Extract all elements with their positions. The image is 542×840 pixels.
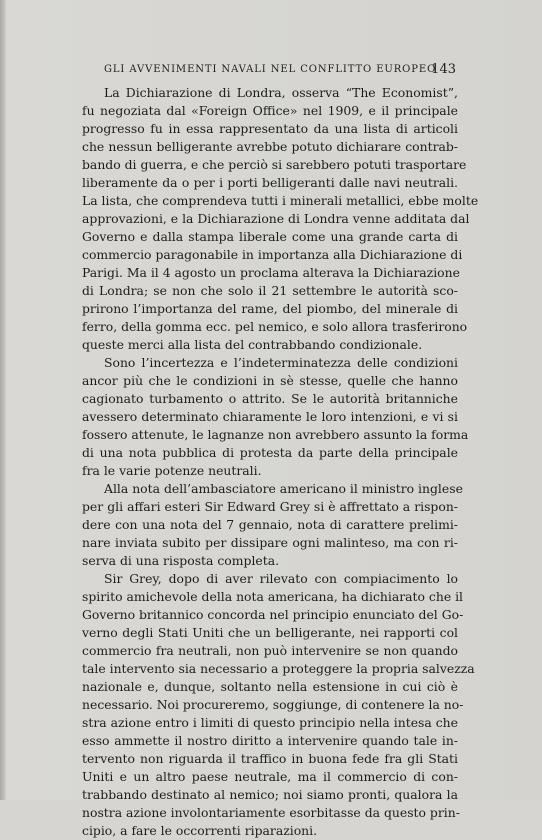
text-line: che nessun belligerante avrebbe potuto dichiarare contrab- xyxy=(82,139,458,154)
text-line: Sono l’incertezza e l’indeterminatezza delle condizioni xyxy=(104,355,458,370)
paragraph xyxy=(82,570,475,840)
page-gutter-shadow xyxy=(0,0,6,800)
text-line: tale intervento sia necessario a proteggere la propria salvezza xyxy=(82,661,475,676)
text-line: stra azione entro i limiti di questo principio nella intesa che xyxy=(82,715,458,730)
text-line: spirito amichevole della nota americana, ha dichiarato che il xyxy=(82,589,464,604)
text-line: ancor più che le condizioni in sè stesse, quelle che hanno xyxy=(82,373,458,388)
text-line: fossero attenute, le lagnanze non avrebbero assunto la forma xyxy=(82,427,469,442)
text-line: queste merci alla lista del contrabbando condizionale. xyxy=(82,337,423,352)
text-line: Governo e dalla stampa liberale come una grande carta di xyxy=(82,229,458,244)
text-line: cipio, a fare le occorrenti riparazioni. xyxy=(82,823,318,838)
paragraph xyxy=(82,354,469,480)
text-line: nazionale e, dunque, soltanto nella estensione in cui ciò è xyxy=(82,679,458,694)
text-line: Alla nota dell’ambasciatore americano il ministro inglese xyxy=(104,481,463,496)
text-line: nare inviata subito per dissipare ogni malinteso, ma con ri- xyxy=(82,535,458,550)
text-line: Parigi. Ma il 4 agosto un proclama alterava la Dichiarazione xyxy=(82,265,460,280)
text-line: cagionato turbamento o attrito. Se le autorità britanniche xyxy=(82,391,458,406)
paragraph xyxy=(82,480,463,570)
text-line: commercio paragonabile in importanza alla Dichiarazione di xyxy=(82,247,463,262)
paragraph xyxy=(82,84,479,354)
page-number: 143 xyxy=(431,62,456,77)
text-line: di una nota pubblica di protesta da parte della principale xyxy=(82,445,458,460)
page-header xyxy=(104,62,456,78)
text-line: Sir Grey, dopo di aver rilevato con compiacimento lo xyxy=(104,571,458,586)
text-line: La Dichiarazione di Londra, osserva “The Economist”, xyxy=(104,85,458,100)
text-line: tervento non riguarda il traffico in buona fede fra gli Stati xyxy=(82,751,458,766)
text-line: commercio fra neutrali, non può intervenire se non quando xyxy=(82,643,458,658)
text-line: progresso fu in essa rappresentato da una lista di articoli xyxy=(82,121,458,136)
text-line: dere con una nota del 7 gennaio, nota di carattere prelimi- xyxy=(82,517,458,532)
text-line: liberamente da o per i porti belligeranti dalle navi neutrali. xyxy=(82,175,458,190)
text-line: verno degli Stati Uniti che un belligerante, nei rapporti col xyxy=(82,625,458,640)
text-line: avessero determinato chiaramente le loro intenzioni, e vi si xyxy=(82,409,458,424)
text-line: ferro, della gomma ecc. pel nemico, e solo allora trasferirono xyxy=(82,319,468,334)
text-line: Governo britannico concorda nel principio enunciato del Go- xyxy=(82,607,464,622)
body-text xyxy=(82,84,479,840)
running-head: GLI AVVENIMENTI NAVALI NEL CONFLITTO EUROPEO xyxy=(104,64,437,75)
text-line: necessario. Noi procureremo, soggiunge, di contenere la no- xyxy=(82,697,464,712)
text-line: serva di una risposta completa. xyxy=(82,553,280,568)
text-line: nostra azione involontariamente esorbitasse da questo prin- xyxy=(82,805,460,820)
text-line: esso ammette il nostro diritto a intervenire quando tale in- xyxy=(82,733,458,748)
text-line: fu negoziata dal «Foreign Office» nel 1909, e il principale xyxy=(82,103,458,118)
text-line: approvazioni, e la Dichiarazione di Londra venne additata dal xyxy=(82,211,470,226)
text-line: bando di guerra, e che perciò si sarebbero potuti trasportare xyxy=(82,157,467,172)
text-line: Uniti e un altro paese neutrale, ma il commercio di con- xyxy=(82,769,458,784)
text-line: trabbando destinato al nemico; noi siamo pronti, qualora la xyxy=(82,787,458,802)
text-line: per gli affari esteri Sir Edward Grey si è affrettato a rispon- xyxy=(82,499,458,514)
text-line: di Londra; se non che solo il 21 settembre le autorità sco- xyxy=(82,283,458,298)
text-line: La lista, che comprendeva tutti i minerali metallici, ebbe molte xyxy=(82,193,479,208)
text-line: fra le varie potenze neutrali. xyxy=(82,463,262,478)
text-line: prirono l’importanza del rame, del piombo, del minerale di xyxy=(82,301,458,316)
